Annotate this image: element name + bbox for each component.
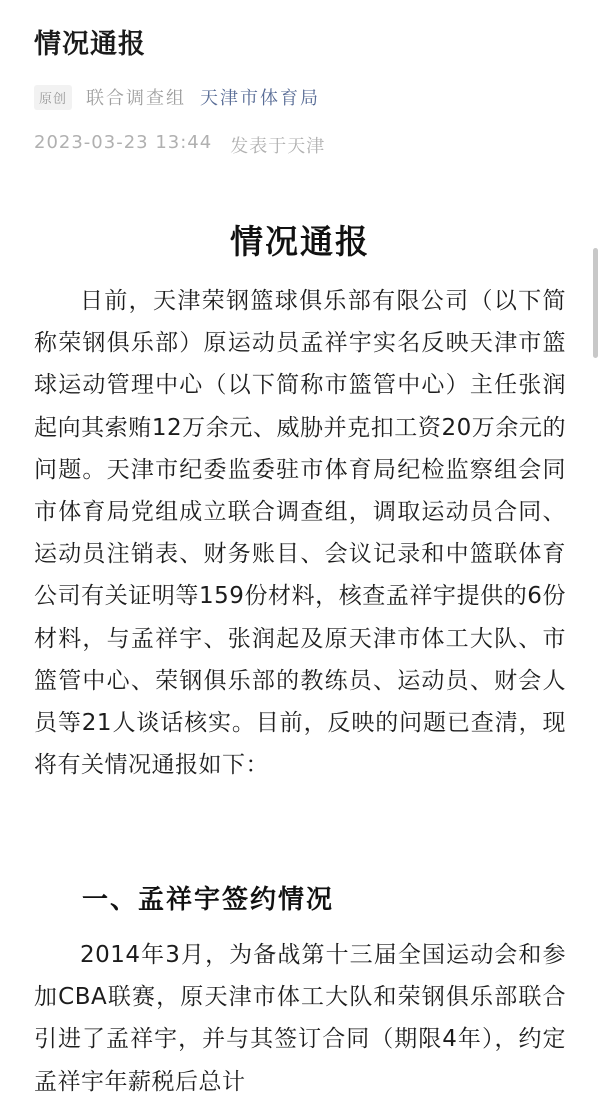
section-heading-1: 一、孟祥宇签约情况 <box>82 885 335 915</box>
document-title: 情况通报 <box>230 222 370 261</box>
article-title: 情况通报 <box>34 29 146 60</box>
body-paragraph-2: 2014年3月，为备战第十三届全国运动会和参加CBA联赛，原天津市体工大队和荣钢俱乐部联合引进了孟祥宇，并与其签订合同（期限4年），约定孟祥宇年薪税后总计 <box>34 942 566 1095</box>
scrollbar[interactable] <box>593 248 598 358</box>
publish-info <box>34 132 325 158</box>
publish-date: 2023-03-23 13:44 <box>34 132 213 153</box>
body-paragraph-1: 日前，天津荣钢篮球俱乐部有限公司（以下简称荣钢俱乐部）原运动员孟祥宇实名反映天津市篮球运动管理中心（以下简称市篮管中心）主任张润起向其索贿12万余元、威胁并克扣工资20万余元的问题。天津市纪委监委驻市体育局纪检监察组会同市体育局党组成立联合调查组，调取运动员合同、运动员注销表、财务账目、会议记录和中篮联体育公司有关证明等159份材料，核查孟祥宇提供的6份材料，与孟祥宇、张润起及原天津市体工大队、市篮管中心、荣钢俱乐部的教练员、运动员、财会人员等21人谈话核实。目前，反映的问题已查清，现将有关情况通报如下： <box>34 288 566 779</box>
article-meta <box>34 84 320 110</box>
author-name: 联合调查组 <box>86 88 187 109</box>
original-badge: 原创 <box>34 85 72 110</box>
account-link[interactable]: 天津市体育局 <box>200 88 321 109</box>
publish-location: 发表于天津 <box>230 136 326 157</box>
